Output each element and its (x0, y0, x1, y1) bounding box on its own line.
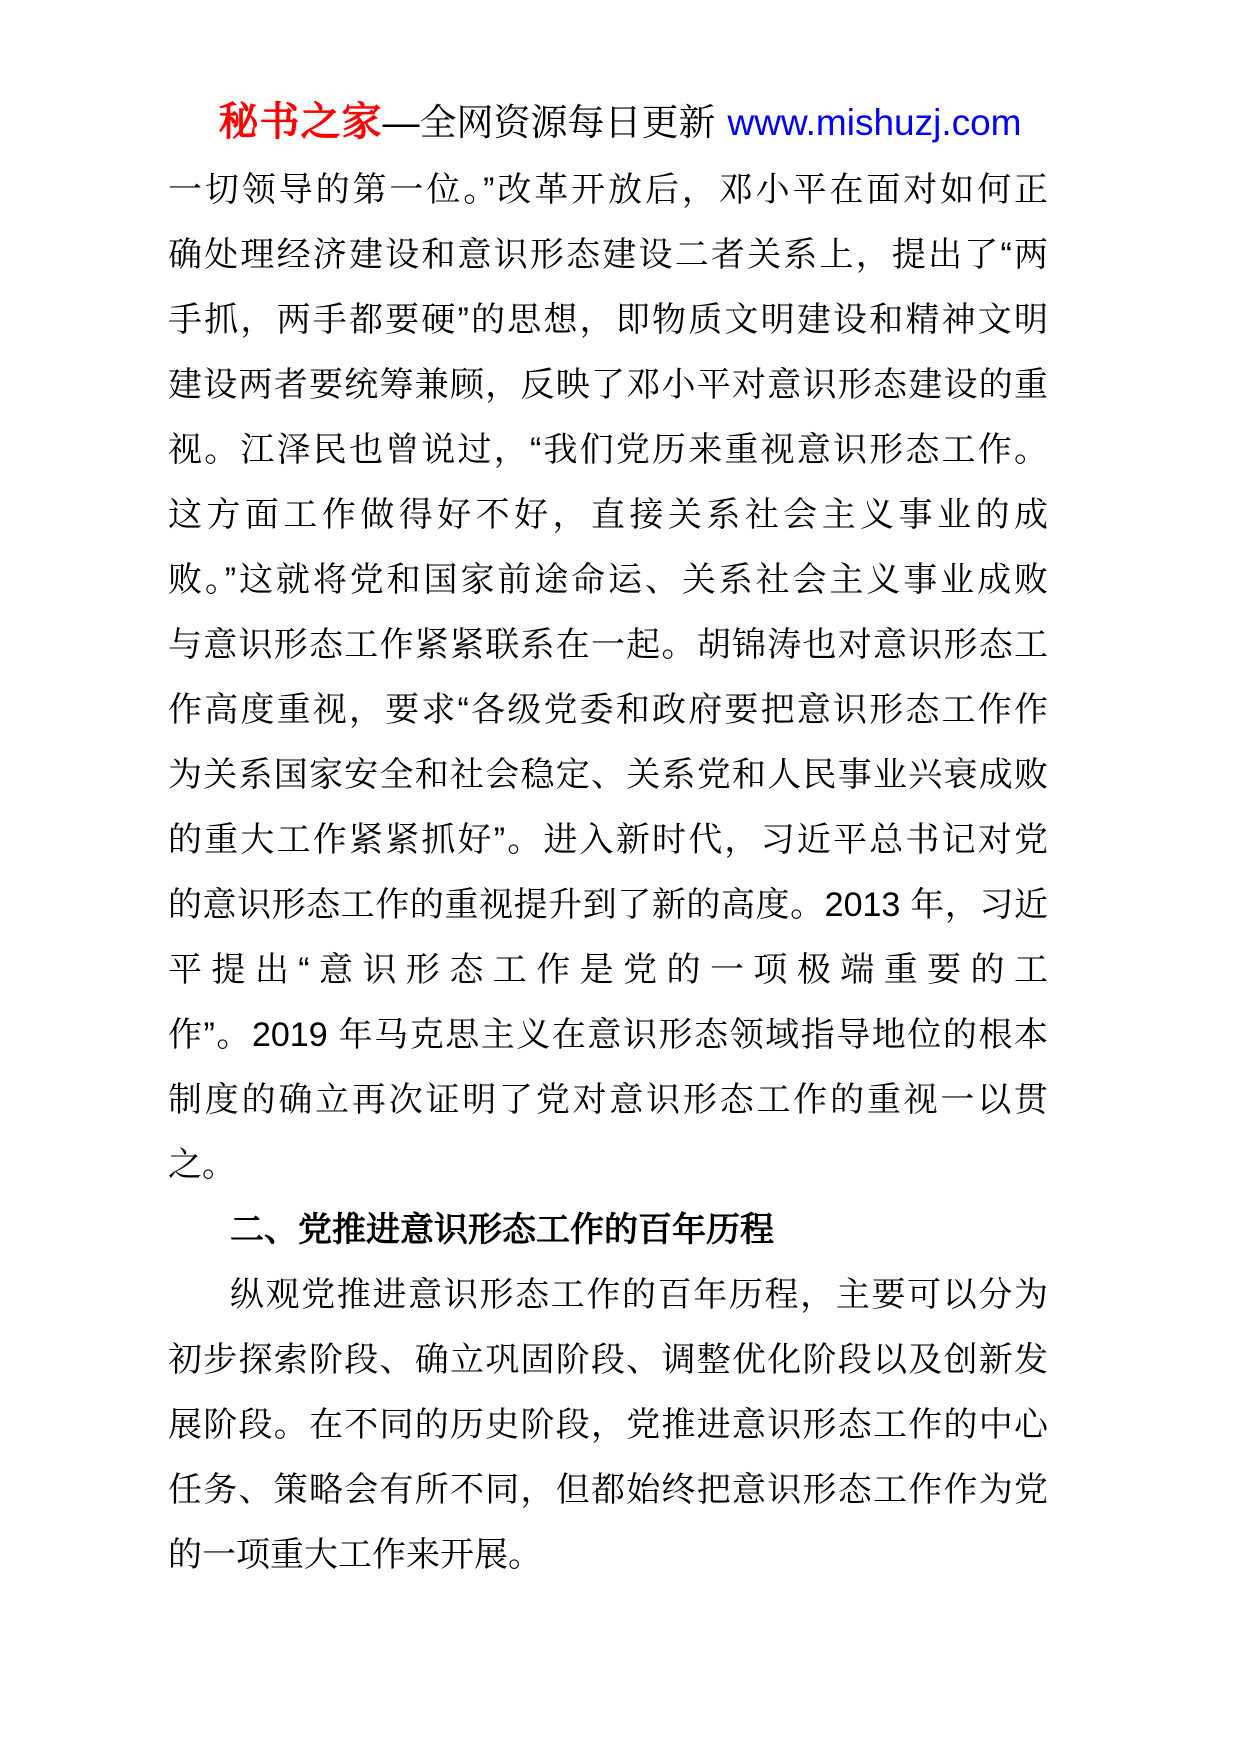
text-line: 与意识形态工作紧紧联系在一起。胡锦涛也对意识形态工 (168, 626, 1048, 664)
site-tagline: —全网资源每日更新 (382, 102, 716, 143)
text-line: 的意识形态工作的重视提升到了新的高度。2013 年，习近 (168, 886, 1048, 924)
text-line: 的重大工作紧紧抓好”。进入新时代，习近平总书记对党 (168, 821, 1048, 859)
text-line: 败。”这就将党和国家前途命运、关系社会主义事业成败 (168, 561, 1048, 599)
text-line: 展阶段。在不同的历史阶段，党推进意识形态工作的中心 (168, 1406, 1048, 1444)
text-line: 之。 (168, 1146, 236, 1184)
page-header (0, 98, 1240, 155)
text-line: 初步探索阶段、确立巩固阶段、调整优化阶段以及创新发 (168, 1341, 1048, 1379)
section-heading: 二、党推进意识形态工作的百年历程 (230, 1211, 774, 1249)
text-line: 作高度重视，要求“各级党委和政府要把意识形态工作作 (168, 691, 1048, 729)
text-line: 任务、策略会有所不同，但都始终把意识形态工作作为党 (168, 1471, 1048, 1509)
text-line: 作”。2019 年马克思主义在意识形态领域指导地位的根本 (168, 1016, 1048, 1054)
text-line: 视。江泽民也曾说过，“我们党历来重视意识形态工作。 (168, 431, 1048, 469)
text-line: 纵观党推进意识形态工作的百年历程，主要可以分为 (230, 1276, 1048, 1314)
site-url-link[interactable]: www.mishuzj.com (727, 102, 1022, 143)
text-line: 为关系国家安全和社会稳定、关系党和人民事业兴衰成败 (168, 756, 1048, 794)
site-brand: 秘书之家 (218, 100, 383, 144)
document-body (168, 158, 1048, 1588)
text-line: 制度的确立再次证明了党对意识形态工作的重视一以贯 (168, 1081, 1048, 1119)
text-line: 平提出“意识形态工作是党的一项极端重要的工 (168, 951, 1048, 989)
text-line: 确处理经济建设和意识形态建设二者关系上，提出了“两 (168, 236, 1048, 274)
text-line: 手抓，两手都要硬”的思想，即物质文明建设和精神文明 (168, 301, 1048, 339)
text-line: 这方面工作做得好不好，直接关系社会主义事业的成 (168, 496, 1048, 534)
text-line: 的一项重大工作来开展。 (168, 1536, 542, 1574)
text-line: 一切领导的第一位。”改革开放后，邓小平在面对如何正 (168, 171, 1048, 209)
text-line: 建设两者要统筹兼顾，反映了邓小平对意识形态建设的重 (168, 366, 1048, 404)
